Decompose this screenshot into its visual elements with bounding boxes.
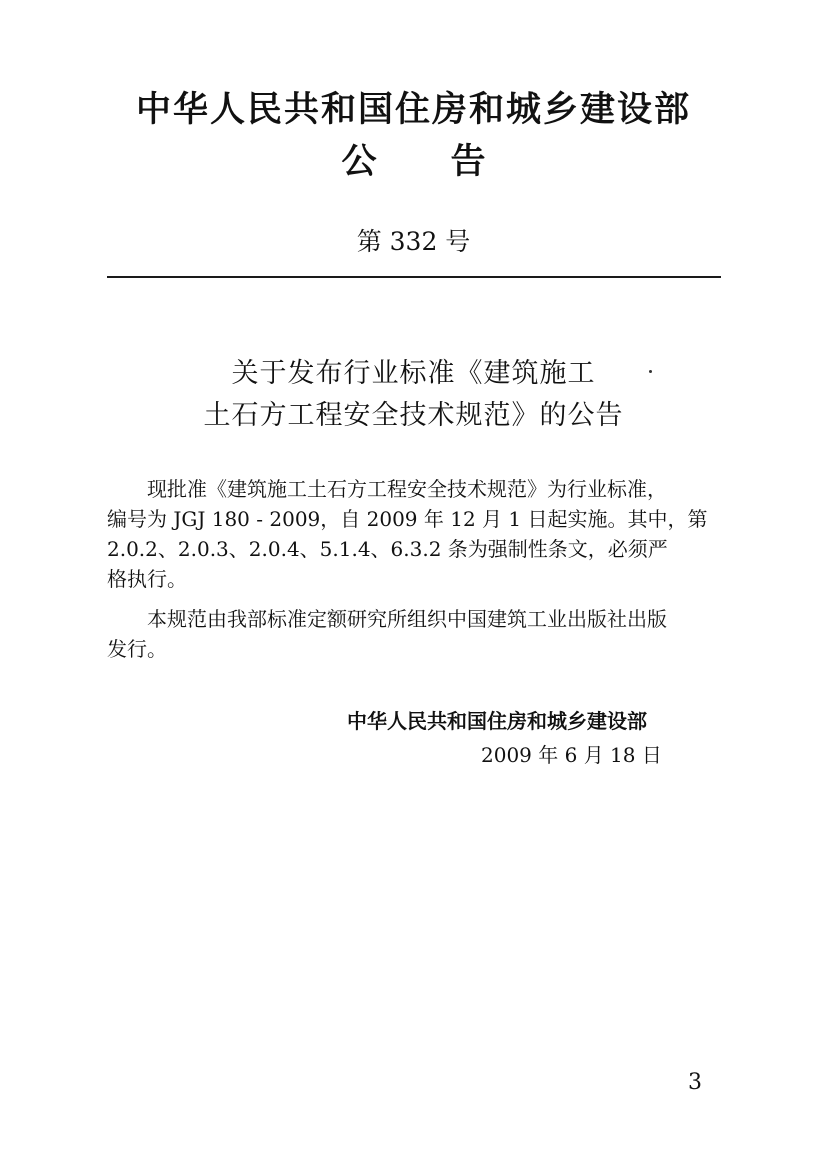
paragraph-approval bbox=[107, 474, 723, 594]
signature-organization: 中华人民共和国住房和城乡建设部 bbox=[347, 709, 647, 733]
paragraph-line: 本规范由我部标准定额研究所组织中国建筑工业出版社出版 bbox=[147, 607, 667, 631]
ministry-header: 中华人民共和国住房和城乡建设部 bbox=[135, 90, 691, 130]
heading-line-1: 关于发布行业标准《建筑施工 bbox=[231, 358, 596, 389]
paragraph-line: 发行。 bbox=[107, 637, 167, 661]
paragraph-line: 编号为 JGJ 180 - 2009，自 2009 年 12 月 1 日起实施。其中，第 bbox=[107, 507, 708, 531]
paragraph-publication bbox=[107, 604, 723, 664]
scan-speck bbox=[649, 370, 652, 373]
header-divider bbox=[107, 276, 721, 278]
paragraph-line: 2.0.2、2.0.3、2.0.4、5.1.4、6.3.2 条为强制性条文，必须严 bbox=[107, 537, 668, 561]
signature-date: 2009 年 6 月 18 日 bbox=[481, 743, 662, 767]
paragraph-line: 现批准《建筑施工土石方工程安全技术规范》为行业标准， bbox=[147, 477, 667, 501]
announcement-number: 第 332 号 bbox=[356, 227, 471, 256]
heading-line-2: 土石方工程安全技术规范》的公告 bbox=[203, 400, 624, 431]
notice-word-1: 公 bbox=[341, 142, 377, 182]
page-number: 3 bbox=[688, 1070, 702, 1095]
notice-title bbox=[0, 138, 827, 186]
notice-word-2: 告 bbox=[450, 142, 486, 182]
paragraph-line: 格执行。 bbox=[107, 567, 187, 591]
